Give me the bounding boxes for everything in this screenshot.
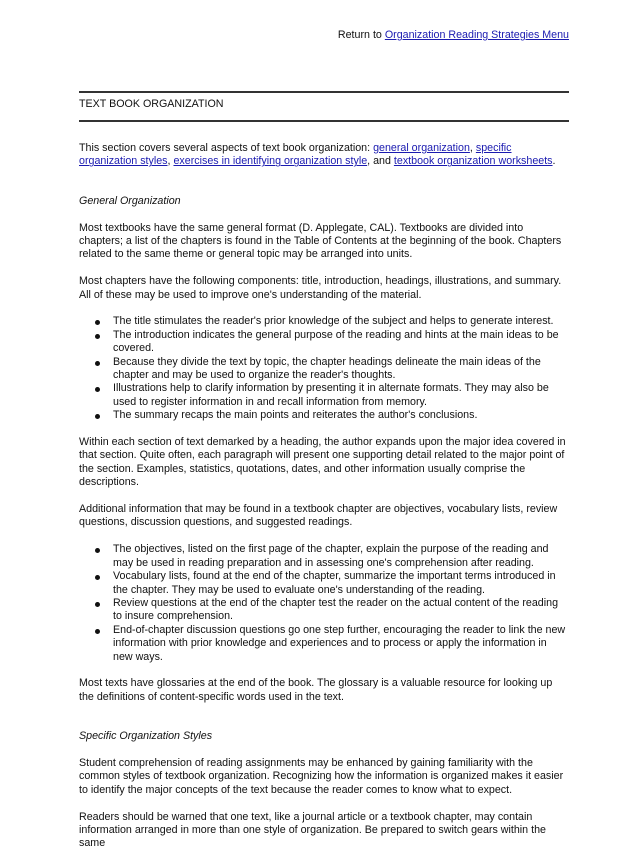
general-paragraph-4: Additional information that may be found in a textbook chapter are objectives, vocabulary lists, review questions, discussion questions, and suggested readings. (79, 503, 558, 529)
main-content (79, 142, 569, 864)
specific-organization-heading: Specific Organization Styles (79, 730, 213, 743)
top-divider (79, 91, 569, 93)
specific-paragraph-2: Readers should be warned that one text, like a journal article or a textbook chapter, may contain information arranged in more than one style of organization. Be prepared to switch gears within the same (79, 810, 546, 850)
intro-text: This section covers several aspects of text book organization: (79, 142, 374, 154)
intro-text: , and (367, 155, 394, 168)
list-item (113, 315, 569, 328)
list-item (113, 570, 569, 597)
bullet-icon (95, 548, 100, 553)
specific-organization-styles-link[interactable]: specific organization styles (79, 142, 512, 168)
bullet-icon (95, 320, 100, 325)
general-organization-link[interactable]: general organization (373, 142, 470, 154)
bullet-icon (95, 602, 100, 607)
general-organization-heading: General Organization (79, 194, 181, 207)
bullet-icon (95, 575, 100, 580)
list-item (113, 624, 569, 664)
list-item (113, 382, 569, 409)
list-item (113, 543, 569, 570)
list-item-text: Vocabulary lists, found at the end of the chapter, summarize the important terms introduced in the chapter. They may be used to evaluate one's understanding of the reading. (113, 570, 556, 596)
list-item (113, 409, 569, 422)
return-prefix: Return to (337, 29, 385, 41)
bullet-icon (95, 629, 100, 634)
bullet-icon (95, 414, 100, 419)
exercises-link[interactable]: exercises in identifying organization style (173, 155, 368, 168)
general-paragraph-3: Within each section of text demarked by a heading, the author expands upon the major idea covered in that section. Quite often, each paragraph will present one supporting detail related to the major point of the section. Examples, statistics, quotations, dates, and other information usually comprise the descriptions. (79, 436, 566, 489)
list-item (113, 356, 569, 383)
general-paragraph-1: Most textbooks have the same general format (D. Applegate, CAL). Textbooks are divided into chapters; a list of the chapters is found in the Table of Contents at the beginning of the book. Chapters related to the same theme or general topic may be arranged into units. (79, 221, 562, 261)
intro-text: , (167, 155, 174, 168)
intro-paragraph (79, 142, 569, 169)
list-item-text: The introduction indicates the general purpose of the reading and hints at the main ideas to be covered. (113, 328, 559, 355)
list-item-text: The summary recaps the main points and reiterates the author's conclusions. (113, 409, 478, 422)
return-nav (338, 29, 569, 42)
specific-paragraph-1: Student comprehension of reading assignments may be enhanced by gaining familiarity with the common styles of textbook organization. Recognizing how the information is organized makes it easier to identify the major concepts of the text because the reader comes to know what to expect. (79, 756, 564, 796)
intro-text: . (552, 155, 556, 168)
page-title: TEXT BOOK ORGANIZATION (79, 98, 224, 110)
bullet-icon (95, 334, 100, 339)
general-paragraph-2: Most chapters have the following components: title, introduction, headings, illustrations, and summary. All of these may be used to improve one's understanding of the material. (79, 275, 562, 301)
chapter-components-list (79, 315, 569, 422)
list-item (113, 329, 569, 356)
list-item-text: The objectives, listed on the first page of the chapter, explain the purpose of the reading and may be used in reading preparation and in assessing one's comprehension after reading. (113, 543, 549, 569)
list-item (113, 597, 569, 624)
bullet-icon (95, 387, 100, 392)
bullet-icon (95, 361, 100, 366)
general-paragraph-5: Most texts have glossaries at the end of the book. The glossary is a valuable resource for looking up the definitions of content-specific words used in the text. (79, 677, 553, 703)
list-item-text: Because they divide the text by topic, the chapter headings delineate the main ideas of the chapter and may be used to organize the reader's thoughts. (113, 355, 541, 382)
intro-text: , (469, 142, 476, 154)
title-divider (79, 120, 569, 122)
worksheets-link[interactable]: textbook organization worksheets (393, 155, 553, 168)
additional-info-list (79, 543, 569, 664)
list-item-text: End-of-chapter discussion questions go one step further, encouraging the reader to link the new information with prior knowledge and experiences and to process or apply the information in new ways. (113, 623, 566, 663)
return-menu-link[interactable]: Organization Reading Strategies Menu (384, 29, 569, 41)
list-item-text: Review questions at the end of the chapter test the reader on the actual content of the reading to insure comprehension. (113, 596, 559, 623)
list-item-text: The title stimulates the reader's prior knowledge of the subject and helps to generate interest. (113, 315, 554, 328)
list-item-text: Illustrations help to clarify information by presenting it in alternate formats. They may also be used to register information in and recall information from memory. (113, 382, 549, 408)
